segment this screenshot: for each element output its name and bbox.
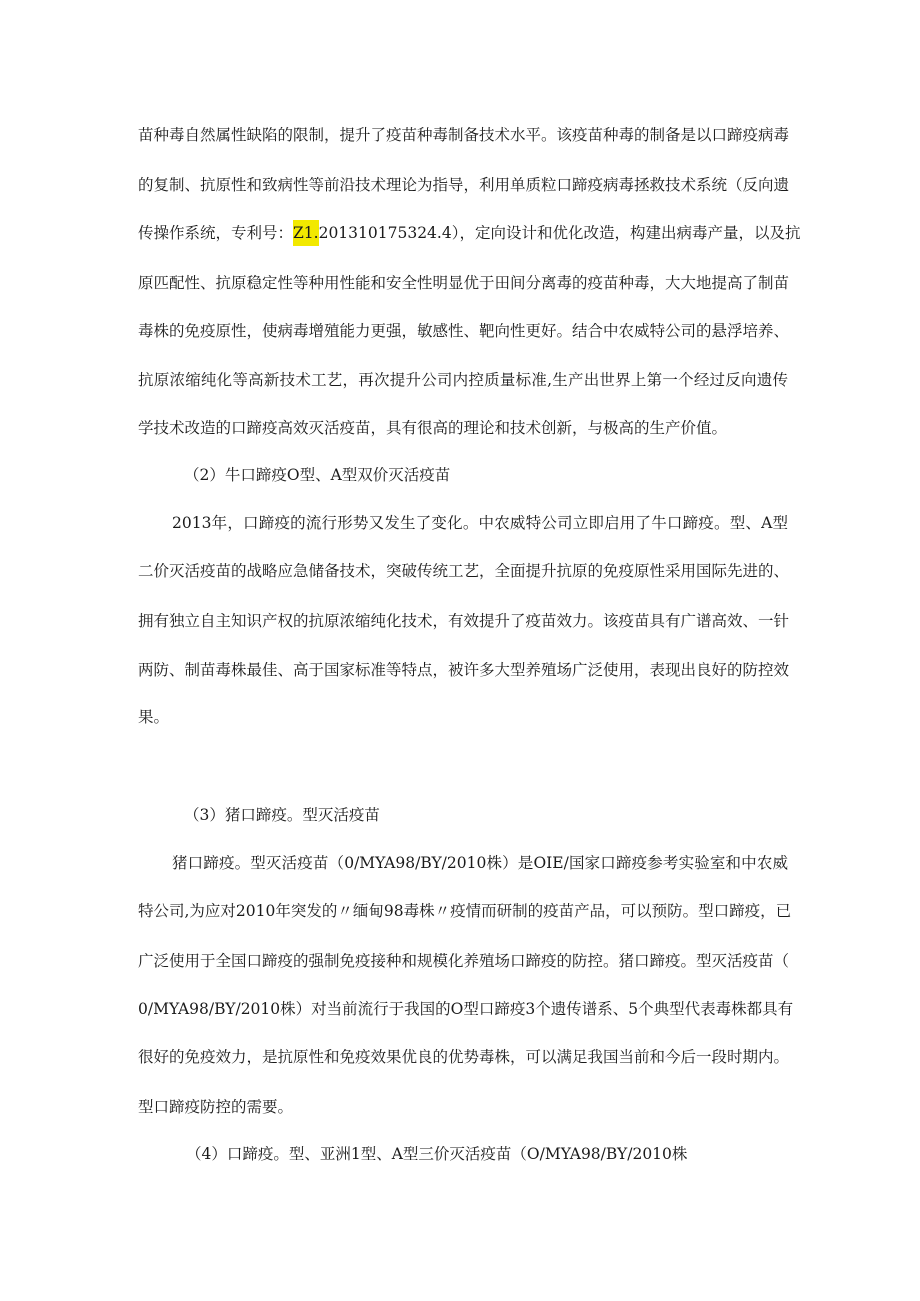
paragraph-3-line-1: 猪口蹄疫。型灭活疫苗（0/MYA98/BY/2010株）是OIE/国家口蹄疫参考实验室和中农威 [172,854,788,872]
section-heading-4: （4）口蹄疫。型、亚洲1型、A型三价灭活疫苗（O/MYA98/BY/2010株 [186,1145,688,1163]
patent-prefix-text: 传操作系统，专利号： [138,224,294,242]
paragraph-2-line-2: 二价灭活疫苗的战略应急储备技术，突破传统工艺，全面提升抗原的免疫原性采用国际先进的、 [138,562,790,580]
section-heading-3: （3）猪口蹄疫。型灭活疫苗 [184,806,380,824]
paragraph-1-line-2: 的复制、抗原性和致病性等前沿技术理论为指导，利用单质粒口蹄疫病毒拯救技术系统（反向遗 [138,176,790,194]
paragraph-1-line-3 [138,222,801,244]
highlighted-text: Z1. [293,220,319,246]
paragraph-3-line-5: 很好的免疫效力，是抗原性和免疫效果优良的优势毒株，可以满足我国当前和今后一段时期内。 [138,1048,790,1066]
paragraph-1-line-4: 原匹配性、抗原稳定性等种用性能和安全性明显优于田间分离毒的疫苗种毒，大大地提高了制苗 [138,274,790,292]
paragraph-2-line-1: 2013年，口蹄疫的流行形势又发生了变化。中农威特公司立即启用了牛口蹄疫。型、A型 [172,514,788,532]
paragraph-2-line-4: 两防、制苗毒株最佳、高于国家标准等特点，被许多大型养殖场广泛使用，表现出良好的防控效 [138,661,790,679]
paragraph-1-line-1: 苗种毒自然属性缺陷的限制，提升了疫苗种毒制备技术水平。该疫苗种毒的制备是以口蹄疫病毒 [138,126,790,144]
section-heading-2: （2）牛口蹄疫O型、A型双价灭活疫苗 [184,466,451,484]
paragraph-3-line-4: 0/MYA98/BY/2010株）对当前流行于我国的O型口蹄疫3个遗传谱系、5个典型代表毒株都具有 [138,1000,794,1018]
paragraph-3-line-2: 特公司,为应对2010年突发的〃缅甸98毒株〃疫情而研制的疫苗产品，可以预防。型口蹄疫，已 [138,902,792,920]
paragraph-1-line-7: 学技术改造的口蹄疫高效灭活疫苗，具有很高的理论和技术创新，与极高的生产价值。 [138,419,728,437]
paragraph-2-line-3: 拥有独立自主知识产权的抗原浓缩纯化技术，有效提升了疫苗效力。该疫苗具有广谱高效、一针 [138,612,790,630]
paragraph-3-line-6: 型口蹄疫防控的需要。 [138,1098,294,1116]
paragraph-3-line-3: 广泛使用于全国口蹄疫的强制免疫接种和规模化养殖场口蹄疫的防控。猪口蹄疫。型灭活疫苗（ [138,952,790,970]
paragraph-1-line-6: 抗原浓缩纯化等高新技术工艺，再次提升公司内控质量标准,生产出世界上第一个经过反向遗传 [138,371,788,389]
paragraph-1-line-5: 毒株的免疫原性，使病毒增殖能力更强，敏感性、靶向性更好。结合中农威特公司的悬浮培养、 [138,322,790,340]
patent-suffix-text: 201310175324.4），定向设计和优化改造，构建出病毒产量，以及抗 [318,224,801,242]
paragraph-2-line-5: 果。 [138,708,170,726]
